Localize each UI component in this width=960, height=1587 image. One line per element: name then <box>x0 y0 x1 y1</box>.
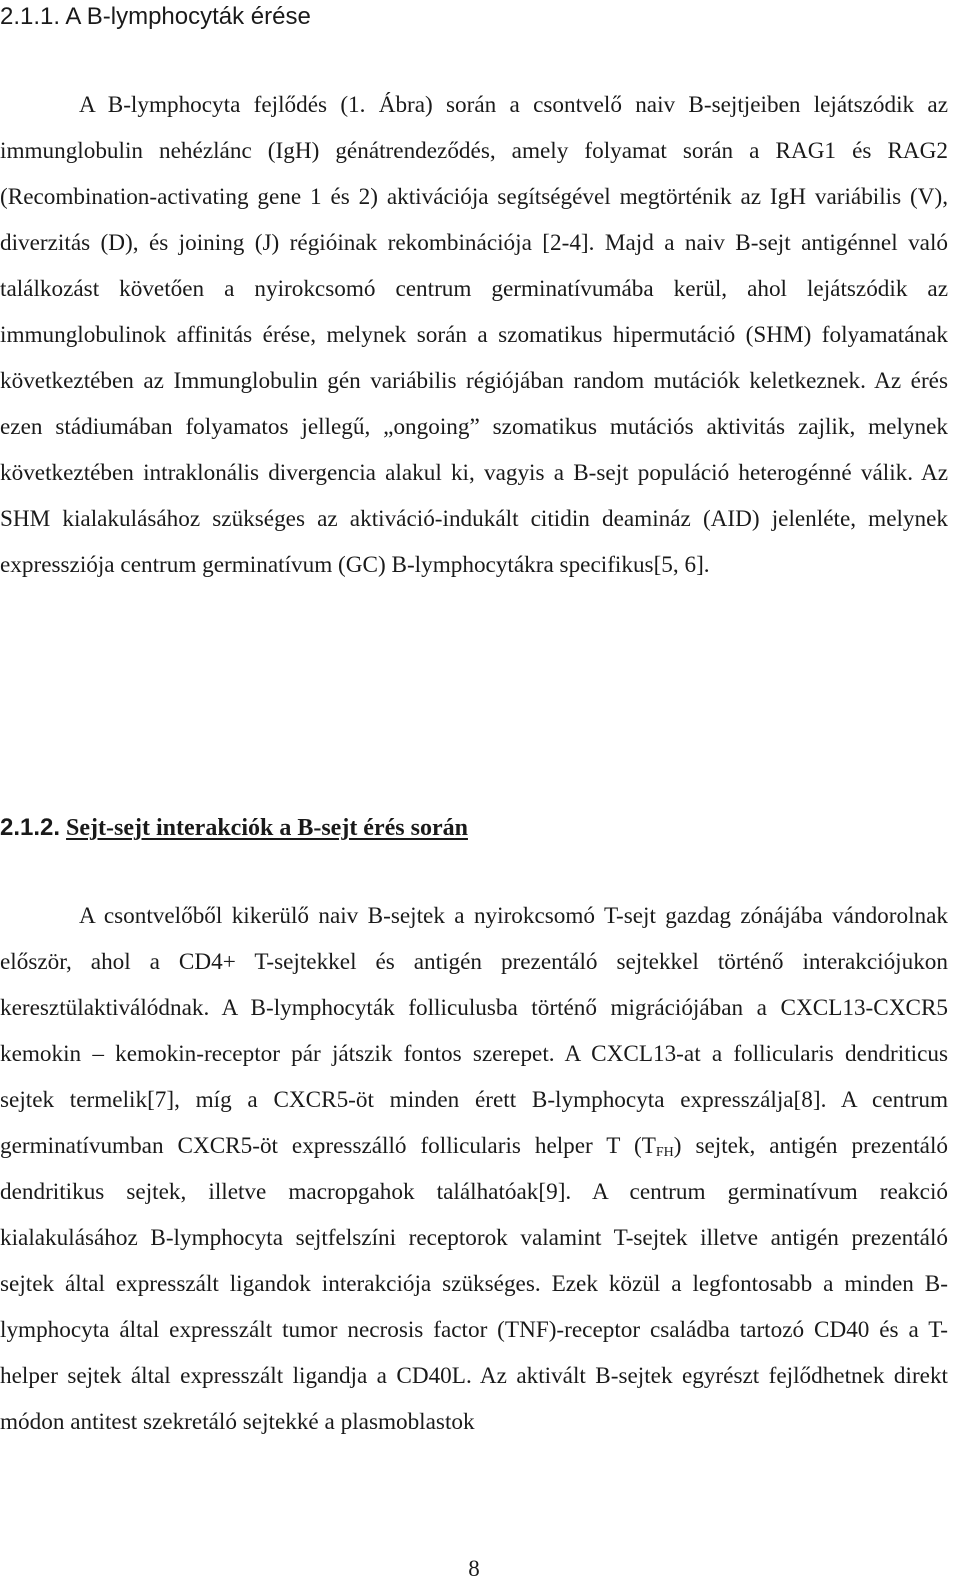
tfh-subscript: FH <box>655 1145 674 1160</box>
section-paragraph-1 <box>0 82 948 588</box>
section-heading-2-1-1 <box>0 2 311 32</box>
section-title: Sejt-sejt interakciók a B-sejt érés során <box>66 815 468 841</box>
section-title: A B-lymphocyták érése <box>65 3 311 30</box>
paragraph-text-part2: ) sejtek, antigén prezentáló dendritikus sejtek, illetve macropgahok találhatóak[9]. A centrum germinatívum reakció kialakulásához B-lymphocyta sejtfelszíni receptorok valamint T-sejtek illetve antigén prezentáló sejtek által expresszált ligandok interakciója szükséges. Ezek közül a legfontosabb a minden B-lymphocyta által expresszált tumor necrosis factor (TNF)-receptor családba tartozó CD40 és a T-helper sejtek által expresszált ligandja a CD40L. Az aktivált B-sejtek egyrészt fejlődhetnek direkt módon antitest szekretáló sejtekké a plasmoblastok <box>0 1133 948 1435</box>
paragraph-text: A B-lymphocyta fejlődés (1. Ábra) során a csontvelő naiv B-sejtjeiben lejátszódik az immunglobulin nehézlánc (IgH) génátrendeződés, amely folyamat során a RAG1 és RAG2 (Recombination-activating gene 1 és 2) aktivációja segítségével megtörténik az IgH variábilis (V), diverzitás (D), és joining (J) régióinak rekombinációja [2-4]. Majd a naiv B-sejt antigénnel való találkozást követően a nyirokcsomó centrum germinatívumába kerül, ahol lejátszódik az immunglobulinok affinitás érése, melynek során a szomatikus hipermutáció (SHM) folyamatának következtében az Immunglobulin gén variábilis régiójában random mutációk keletkeznek. Az érés ezen stádiumában folyamatos jellegű, „ongoing” szomatikus mutációs aktivitás zajlik, melynek következtében intraklonális divergencia alakul ki, vagyis a B-sejt populáció heterogénné válik. Az SHM kialakulásához szükséges az aktiváció-indukált citidin deamináz (AID) jelenléte, melynek expressziója centrum germinatívum (GC) B-lymphocytákra specifikus[5, 6]. <box>0 92 948 578</box>
paragraph-text-part1: A csontvelőből kikerülő naiv B-sejtek a nyirokcsomó T-sejt gazdag zónájába vándorolnak először, ahol a CD4+ T-sejtekkel és antigén prezentáló sejtekkel történő interakciójukon keresztülaktiválódnak. A B-lymphocyták folliculusba történő migrációjában a CXCL13-CXCR5 kemokin – kemokin-receptor pár játszik fontos szerepet. A CXCL13-at a follicularis dendriticus sejtek termelik[7], míg a CXCR5-öt minden érett B-lymphocyta expresszálja[8]. A centrum germinatívumban CXCR5-öt expresszálló follicularis helper T (T <box>0 903 948 1159</box>
section-number: 2.1.1. <box>0 3 61 30</box>
page-number: 8 <box>468 1556 480 1581</box>
section-heading-2-1-2 <box>0 813 468 843</box>
section-paragraph-2 <box>0 893 948 1445</box>
section-number: 2.1.2. <box>0 814 61 841</box>
